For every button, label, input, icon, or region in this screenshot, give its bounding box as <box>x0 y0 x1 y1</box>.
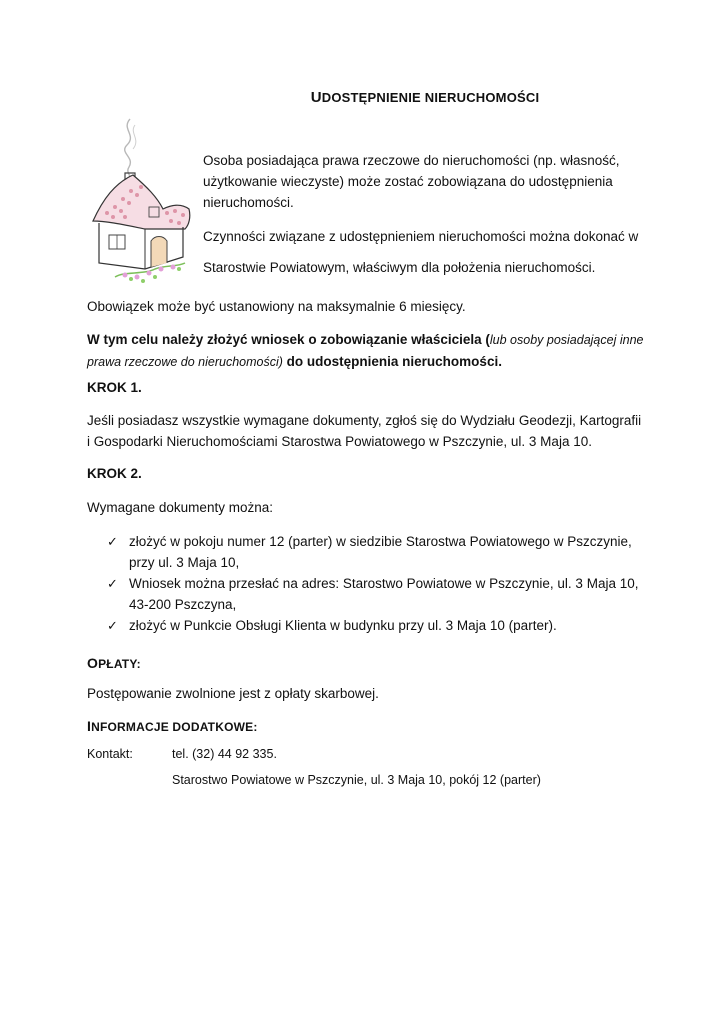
check-icon: ✓ <box>107 576 118 591</box>
intro-paragraph-2: Czynności związane z udostępnieniem nieruchomości można dokonać w Starostwie Powiatowym, właściwym dla położenia nieruchomości. <box>203 229 639 275</box>
purpose-text: W tym celu należy złożyć wniosek o zobowiązanie właściciela (lub osoby posiadającej inne prawa rzeczowe do nieruchomości) do udostępnienia nieruchomości. <box>87 332 644 369</box>
contact-row <box>87 747 277 761</box>
fees-heading: OPŁATY: <box>87 655 141 671</box>
list-item: ✓ złożyć w pokoju numer 12 (parter) w siedzibie Starostwa Powiatowego w Pszczynie, przy ul. 3 Maja 10, <box>87 531 647 573</box>
step2-intro: Wymagane dokumenty można: <box>87 500 273 515</box>
list-item: ✓ złożyć w Punkcie Obsługi Klienta w budynku przy ul. 3 Maja 10 (parter). <box>87 615 647 636</box>
intro-paragraph-1: Osoba posiadająca prawa rzeczowe do nieruchomości (np. własność, użytkowanie wieczyste) może zostać zobowiązana do udostępnienia nieruchomości. <box>203 153 620 210</box>
contact-address: Starostwo Powiatowe w Pszczynie, ul. 3 Maja 10, pokój 12 (parter) <box>172 773 541 787</box>
list-item: ✓ Wniosek można przesłać na adres: Starostwo Powiatowe w Pszczynie, ul. 3 Maja 10, 43-200 Pszczyna, <box>87 573 647 615</box>
intro-text <box>203 150 643 291</box>
step1-heading: KROK 1. <box>87 380 142 395</box>
duty-text: Obowiązek może być ustanowiony na maksymalnie 6 miesięcy. <box>87 299 466 314</box>
step2-heading: KROK 2. <box>87 466 142 481</box>
contact-phone: tel. (32) 44 92 335. <box>172 747 277 761</box>
step2-list <box>87 531 647 636</box>
step1-text: Jeśli posiadasz wszystkie wymagane dokumenty, zgłoś się do Wydziału Geodezji, Kartografii i Gospodarki Nieruchomościami Starostwa Powiatowego w Pszczynie, ul. 3 Maja 10. <box>87 413 642 449</box>
fees-text: Postępowanie zwolnione jest z opłaty skarbowej. <box>87 686 379 701</box>
check-icon: ✓ <box>107 534 118 549</box>
extra-info-heading: INFORMACJE DODATKOWE: <box>87 718 258 734</box>
page-title: UDOSTĘPNIENIE NIERUCHOMOŚCI <box>310 89 540 106</box>
house-illustration <box>85 117 197 287</box>
contact-label: Kontakt: <box>87 747 133 761</box>
check-icon: ✓ <box>107 618 118 633</box>
